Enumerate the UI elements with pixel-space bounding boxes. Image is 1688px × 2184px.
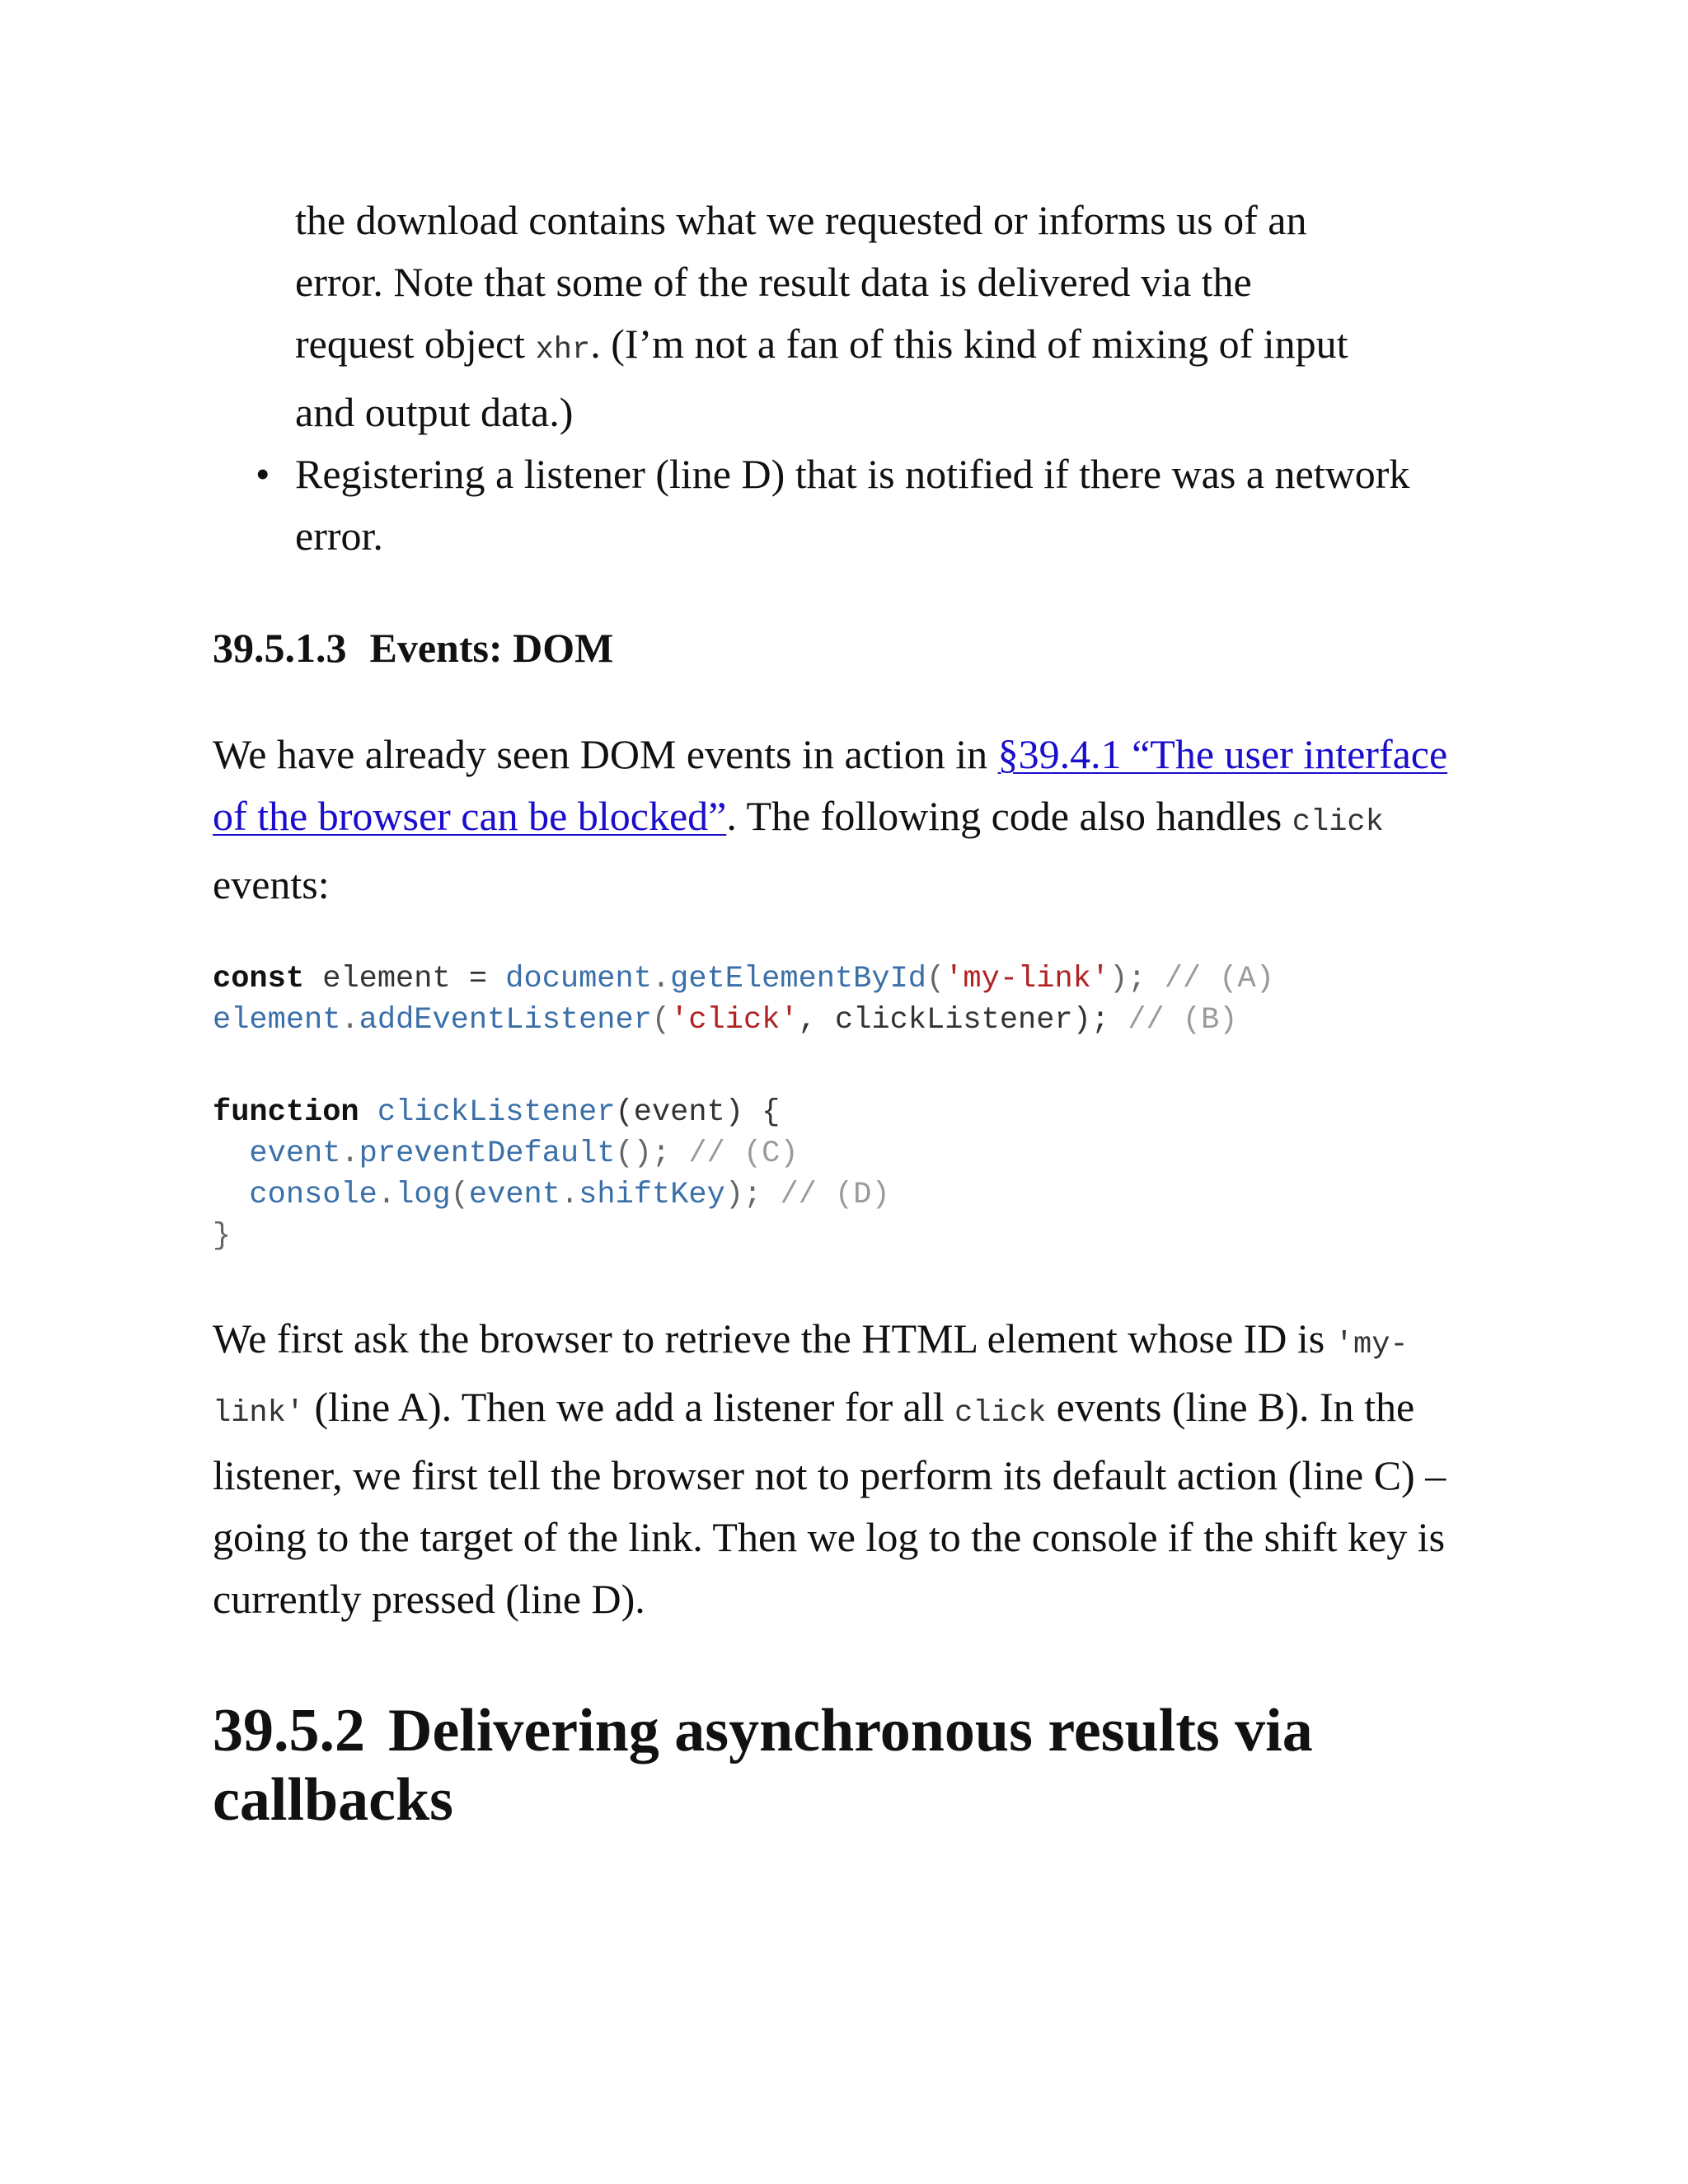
code-punct: ( <box>450 1178 469 1212</box>
code-function: addEventListener <box>359 1003 652 1038</box>
code-comment: // (A) <box>1164 962 1274 996</box>
code-punct: . <box>340 1003 359 1038</box>
explanation-paragraph <box>213 1308 1474 1630</box>
paragraph-text: We first ask the browser to retrieve the HTML element whose ID is <box>213 1315 1335 1361</box>
bullet-icon: • <box>256 451 270 497</box>
page-content <box>213 190 1498 1835</box>
bullet-continuation <box>213 190 1498 443</box>
continuation-line: error. Note that some of the result data is delivered via the <box>295 259 1252 305</box>
code-identifier: document <box>505 962 652 996</box>
list-item <box>213 443 1416 567</box>
section-heading <box>213 1696 1465 1835</box>
code-identifier: element <box>213 1003 341 1038</box>
code-indent <box>213 1178 249 1212</box>
code-identifier: event <box>468 1178 560 1212</box>
code-punct: . <box>560 1178 579 1212</box>
code-string: 'my-link' <box>945 962 1110 996</box>
code-punct: . <box>377 1178 396 1212</box>
code-text: (event) { <box>615 1095 781 1130</box>
code-block <box>213 958 1498 1257</box>
code-comment: // (D) <box>780 1178 890 1212</box>
paragraph-text: . The following code also handles <box>726 793 1292 839</box>
paragraph-text: We have already seen DOM events in action in <box>213 731 998 777</box>
paragraph-text: events: <box>213 861 330 907</box>
code-string: 'click' <box>670 1003 799 1038</box>
section-title: Delivering asynchronous results via callbacks <box>213 1697 1313 1834</box>
code-punct: ( <box>651 1003 671 1038</box>
code-text: , clickListener); <box>798 1003 1128 1038</box>
intro-paragraph <box>213 724 1474 916</box>
code-text <box>359 1095 377 1130</box>
code-punct: } <box>213 1219 232 1254</box>
subsection-title: Events: DOM <box>369 625 614 671</box>
subsection-number: 39.5.1.3 <box>213 625 347 671</box>
code-function: preventDefault <box>359 1137 616 1171</box>
continuation-text: request object <box>295 321 536 367</box>
code-punct: . <box>651 962 671 996</box>
code-keyword: const <box>213 962 305 996</box>
inline-code-click: click <box>1292 805 1384 840</box>
inline-code-my-link: 'my-link' <box>213 1328 1409 1431</box>
code-punct: ( <box>926 962 945 996</box>
section-number: 39.5.2 <box>213 1697 365 1765</box>
code-function: log <box>396 1178 451 1212</box>
code-function: getElementById <box>670 962 926 996</box>
code-comment: // (B) <box>1128 1003 1238 1038</box>
list-item-text: Registering a listener (line D) that is notified if there was a network error. <box>295 451 1410 559</box>
continuation-line: the download contains what we requested or informs us of an <box>295 197 1307 243</box>
code-punct: (); <box>615 1137 689 1171</box>
paragraph-text: (line A). Then we add a listener for all <box>304 1384 955 1430</box>
code-identifier: console <box>249 1178 377 1212</box>
continuation-line: and output data.) <box>295 389 574 435</box>
code-indent <box>213 1137 249 1171</box>
code-punct: . <box>340 1137 359 1171</box>
code-identifier: event <box>249 1137 341 1171</box>
code-function: clickListener <box>377 1095 616 1130</box>
cross-reference-link[interactable]: §39.4.1 “The user interface of the browser can be blocked” <box>213 731 1448 839</box>
code-identifier: shiftKey <box>579 1178 725 1212</box>
code-punct: ); <box>724 1178 781 1212</box>
code-comment: // (C) <box>688 1137 799 1171</box>
paragraph-text: events (line B). In the listener, we first tell the browser not to perform its default action (line C) – going to the target of the link. Then we log to the console if the shift key is currently pressed (line D). <box>213 1384 1447 1622</box>
continuation-text: . (I’m not a fan of this kind of mixing of input <box>590 321 1348 367</box>
code-keyword: function <box>213 1095 359 1130</box>
inline-code-xhr: xhr <box>535 333 591 368</box>
subsection-heading <box>213 623 1498 673</box>
inline-code-click: click <box>954 1396 1047 1431</box>
code-text: element = <box>304 962 506 996</box>
code-punct: ); <box>1109 962 1165 996</box>
